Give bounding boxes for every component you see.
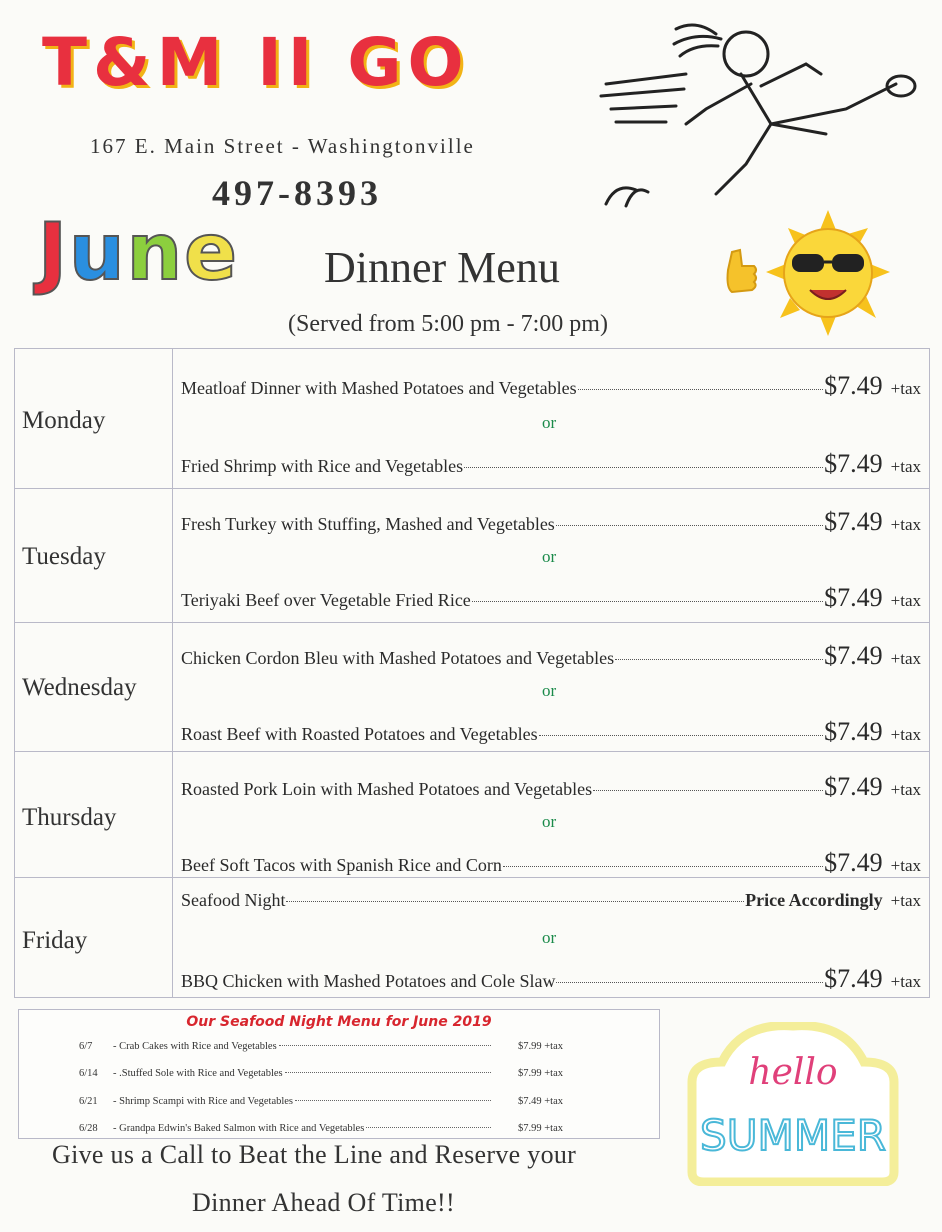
menu-title: Dinner Menu xyxy=(324,243,560,292)
dish-line xyxy=(181,449,921,479)
or-label: or xyxy=(542,681,557,700)
dish-name: Chicken Cordon Bleu with Mashed Potatoes and Vegetables xyxy=(181,648,615,668)
seafood-title: Our Seafood Night Menu for June 2019 xyxy=(186,1014,492,1030)
day-cell xyxy=(15,623,173,751)
dot-leader xyxy=(279,1044,491,1046)
call-to-action-line2: Dinner Ahead Of Time!! xyxy=(192,1188,455,1217)
day-row-friday xyxy=(15,878,929,997)
day-row-thursday xyxy=(15,752,929,878)
seafood-menu-box xyxy=(18,1009,660,1139)
dot-leader xyxy=(472,600,823,602)
dot-leader xyxy=(556,981,823,983)
day-name: Tuesday xyxy=(22,543,106,570)
or-label: or xyxy=(542,928,557,947)
dish-price: $7.49 xyxy=(824,717,883,746)
seafood-price: $7.99 +tax xyxy=(518,1041,563,1052)
tax-label: +tax xyxy=(890,591,921,610)
seafood-price: $7.99 +tax xyxy=(518,1123,563,1134)
tax-label: +tax xyxy=(890,725,921,744)
dish-price: $7.49 xyxy=(824,371,883,400)
seafood-price: $7.99 +tax xyxy=(518,1068,563,1079)
dish-price: $7.49 xyxy=(824,507,883,536)
dot-leader xyxy=(503,865,823,867)
dish-price: $7.49 xyxy=(824,449,883,478)
seafood-date: 6/7 xyxy=(79,1041,93,1052)
seafood-name: - .Stuffed Sole with Rice and Vegetables xyxy=(113,1068,283,1079)
phone-number: 497-8393 xyxy=(212,173,382,213)
day-cell xyxy=(15,878,173,997)
seafood-item xyxy=(79,1123,563,1134)
seafood-date: 6/14 xyxy=(79,1068,98,1079)
brand-name: T&M II GO xyxy=(42,24,470,101)
dot-leader xyxy=(464,466,823,468)
menu-table xyxy=(14,348,930,998)
day-name: Monday xyxy=(22,407,106,434)
badge-summer: SUMMER xyxy=(700,1111,886,1160)
dish-price: $7.49 xyxy=(824,964,883,993)
dish-name: Roast Beef with Roasted Potatoes and Vegetables xyxy=(181,724,538,744)
dish-price: $7.49 xyxy=(824,772,883,801)
call-to-action-line1: Give us a Call to Beat the Line and Reserve your xyxy=(52,1140,577,1169)
dot-leader xyxy=(285,1071,491,1073)
day-name: Friday xyxy=(22,927,88,954)
dish-price: $7.49 xyxy=(824,583,883,612)
dot-leader xyxy=(295,1099,491,1101)
dot-leader xyxy=(366,1126,491,1128)
badge-hello: hello xyxy=(748,1052,838,1093)
dish-price: Price Accordingly xyxy=(745,890,883,910)
month-title xyxy=(38,208,239,298)
seafood-price: $7.49 +tax xyxy=(518,1096,563,1107)
seafood-date: 6/28 xyxy=(79,1123,98,1134)
dish-line xyxy=(181,371,921,401)
or-label: or xyxy=(542,547,557,566)
day-name: Thursday xyxy=(22,804,117,831)
dish-price: $7.49 xyxy=(824,848,883,877)
sun-sunglasses-icon xyxy=(718,208,894,338)
day-name: Wednesday xyxy=(22,674,137,701)
seafood-name: - Grandpa Edwin's Baked Salmon with Rice and Vegetables xyxy=(113,1123,365,1134)
or-label: or xyxy=(542,812,557,831)
dish-name: BBQ Chicken with Mashed Potatoes and Cole Slaw xyxy=(181,971,556,991)
tax-label: +tax xyxy=(890,856,921,875)
month-letter: u xyxy=(69,208,127,298)
day-cell xyxy=(15,489,173,622)
dot-leader xyxy=(615,658,823,660)
tax-label: +tax xyxy=(890,891,921,910)
dot-leader xyxy=(593,789,823,791)
dish-price: $7.49 xyxy=(824,641,883,670)
dish-name: Fresh Turkey with Stuffing, Mashed and Vegetables xyxy=(181,514,555,534)
dish-line xyxy=(181,772,921,802)
seafood-item xyxy=(79,1096,563,1107)
dish-line xyxy=(181,641,921,671)
day-row-wednesday xyxy=(15,623,929,752)
dish-line xyxy=(181,507,921,537)
seafood-item xyxy=(79,1068,563,1079)
seafood-item xyxy=(79,1041,563,1052)
serving-hours: (Served from 5:00 pm - 7:00 pm) xyxy=(288,311,608,337)
tax-label: +tax xyxy=(890,780,921,799)
month-letter: e xyxy=(184,208,239,298)
dot-leader xyxy=(578,388,824,390)
tax-label: +tax xyxy=(890,972,921,991)
dish-name: Fried Shrimp with Rice and Vegetables xyxy=(181,456,464,476)
dish-line xyxy=(181,964,921,994)
dish-name: Seafood Night xyxy=(181,890,286,910)
dish-name: Teriyaki Beef over Vegetable Fried Rice xyxy=(181,590,471,610)
day-row-monday xyxy=(15,349,929,489)
day-row-tuesday xyxy=(15,489,929,623)
dish-name: Beef Soft Tacos with Spanish Rice and Corn xyxy=(181,855,502,875)
dot-leader xyxy=(539,734,824,736)
dish-name: Roasted Pork Loin with Mashed Potatoes and Vegetables xyxy=(181,779,593,799)
seafood-name: - Crab Cakes with Rice and Vegetables xyxy=(113,1041,277,1052)
tax-label: +tax xyxy=(890,457,921,476)
month-letter: n xyxy=(126,208,185,298)
runner-illustration xyxy=(596,14,926,210)
dot-leader xyxy=(286,900,744,902)
or-label: or xyxy=(542,413,557,432)
dot-leader xyxy=(556,524,823,526)
tax-label: +tax xyxy=(890,515,921,534)
month-letter: J xyxy=(38,208,70,298)
day-cell xyxy=(15,349,173,488)
address: 167 E. Main Street - Washingtonville xyxy=(90,134,475,158)
tax-label: +tax xyxy=(890,649,921,668)
tax-label: +tax xyxy=(890,379,921,398)
seafood-name: - Shrimp Scampi with Rice and Vegetables xyxy=(113,1096,294,1107)
dish-name: Meatloaf Dinner with Mashed Potatoes and Vegetables xyxy=(181,378,577,398)
dish-line xyxy=(181,717,921,747)
dish-line xyxy=(181,890,921,911)
dish-line xyxy=(181,848,921,878)
seafood-date: 6/21 xyxy=(79,1096,98,1107)
dish-line xyxy=(181,583,921,613)
day-cell xyxy=(15,752,173,877)
hello-summer-badge xyxy=(682,1022,904,1186)
